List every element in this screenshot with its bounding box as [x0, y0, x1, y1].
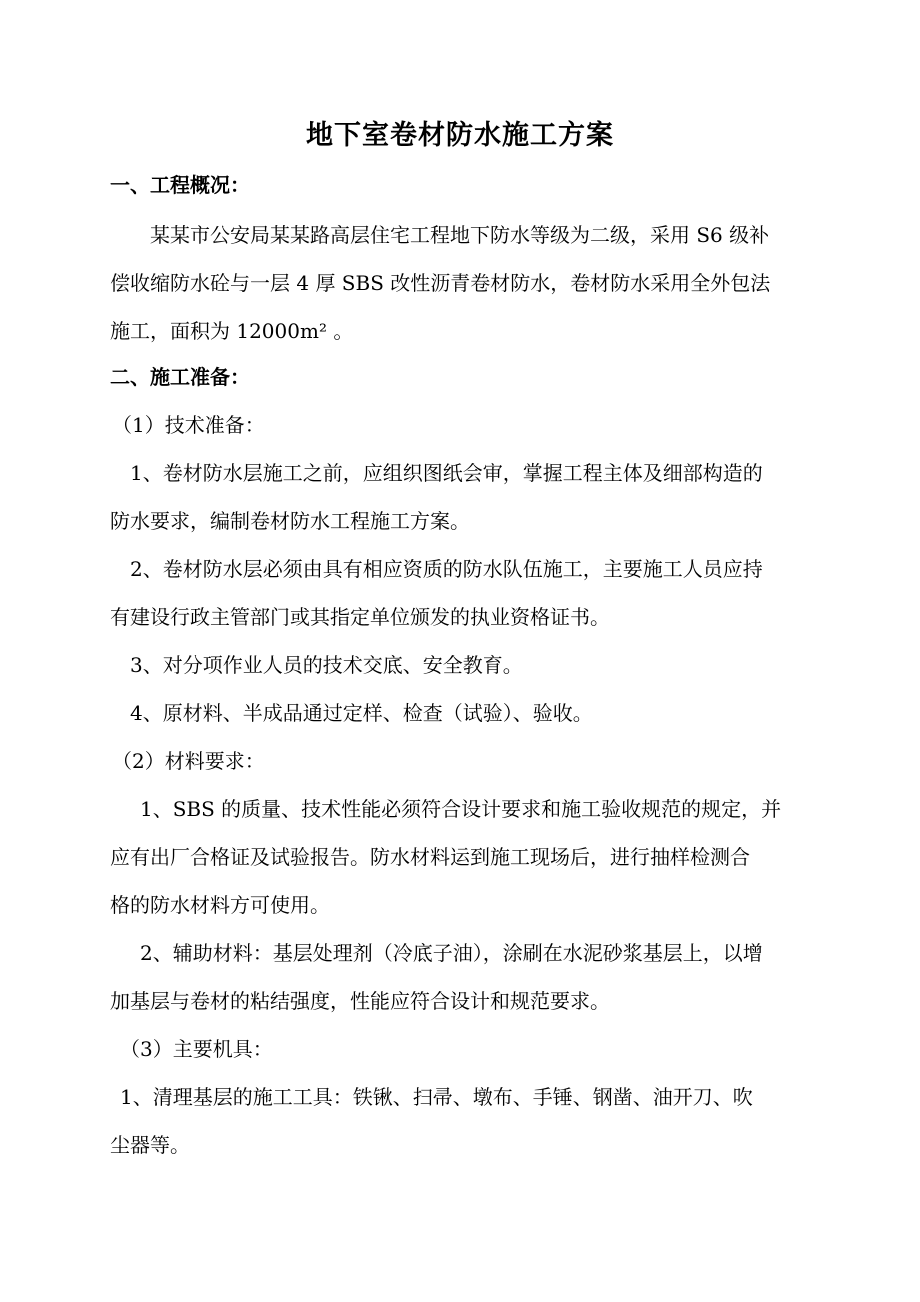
paragraph-line: 偿收缩防水砼与一层 4 厚 SBS 改性沥青卷材防水，卷材防水采用全外包法 — [110, 271, 771, 295]
section-heading-construction-prep: 二、施工准备： — [110, 365, 250, 389]
section-heading-project-overview: 一、工程概况： — [110, 173, 250, 197]
paragraph-tools-item-1 — [110, 1073, 816, 1169]
subheading-main-tools: （3）主要机具： — [120, 1037, 273, 1061]
paragraph-line: 加基层与卷材的粘结强度，性能应符合设计和规范要求。 — [110, 989, 610, 1013]
subheading-material-requirements: （2）材料要求： — [112, 749, 265, 773]
paragraph-line: 防水要求，编制卷材防水工程施工方案。 — [110, 509, 470, 533]
paragraph-line: 应有出厂合格证及试验报告。防水材料运到施工现场后，进行抽样检测合 — [110, 845, 750, 869]
document-title: 地下室卷材防水施工方案 — [306, 120, 614, 151]
paragraph-material-item-1 — [110, 785, 816, 929]
paragraph-line: 格的防水材料方可使用。 — [110, 893, 330, 917]
paragraph-line: 1、SBS 的质量、技术性能必须符合设计要求和施工验收规范的规定，并 — [140, 797, 782, 821]
paragraph-tech-item-2 — [110, 545, 816, 641]
paragraph-line: 某某市公安局某某路高层住宅工程地下防水等级为二级，采用 S6 级补 — [150, 223, 770, 247]
paragraph-line: 1、清理基层的施工工具：铁锹、扫帚、墩布、手锤、钢凿、油开刀、吹 — [120, 1085, 753, 1109]
paragraph-tech-item-3 — [110, 641, 816, 689]
paragraph-line: 1、卷材防水层施工之前，应组织图纸会审，掌握工程主体及细部构造的 — [130, 461, 763, 485]
paragraph-tech-item-1 — [110, 449, 816, 545]
paragraph-line: 施工，面积为 12000m² 。 — [110, 319, 354, 343]
paragraph-project-overview — [110, 211, 816, 355]
paragraph-line: 有建设行政主管部门或其指定单位颁发的执业资格证书。 — [110, 605, 610, 629]
paragraph-line: 3、对分项作业人员的技术交底、安全教育。 — [130, 653, 523, 677]
paragraph-line: 2、辅助材料：基层处理剂（冷底子油），涂刷在水泥砂浆基层上，以增 — [140, 941, 763, 965]
paragraph-tech-item-4 — [110, 689, 816, 737]
paragraph-line: 2、卷材防水层必须由具有相应资质的防水队伍施工，主要施工人员应持 — [130, 557, 763, 581]
paragraph-line: 4、原材料、半成品通过定样、检查（试验）、验收。 — [130, 701, 593, 725]
paragraph-line: 尘器等。 — [110, 1133, 190, 1157]
subheading-technical-prep: （1）技术准备： — [112, 413, 265, 437]
paragraph-material-item-2 — [110, 929, 816, 1025]
